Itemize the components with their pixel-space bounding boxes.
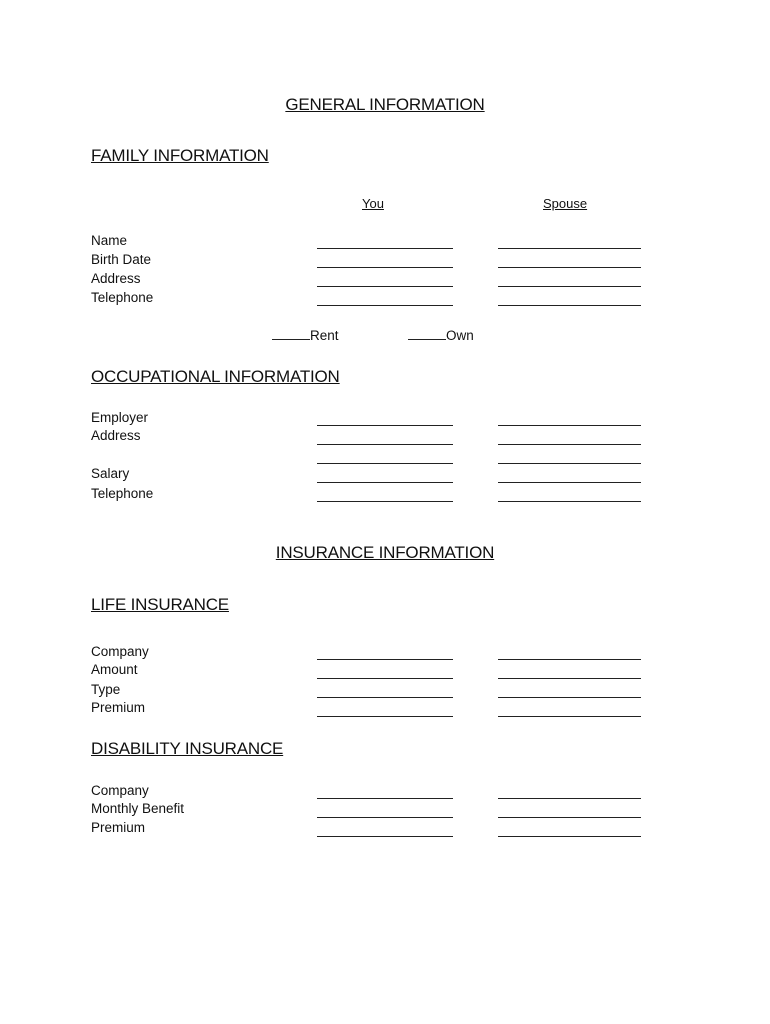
own-option[interactable] xyxy=(408,328,474,343)
life-amount-you-line[interactable] xyxy=(317,678,453,679)
rent-option[interactable] xyxy=(272,328,339,343)
disability-monthly-benefit-spouse-line[interactable] xyxy=(498,817,641,818)
life-insurance-title: LIFE INSURANCE xyxy=(91,595,229,614)
family-name-spouse-line[interactable] xyxy=(498,248,641,249)
life-premium-spouse-line[interactable] xyxy=(498,716,641,717)
occupational-field-salary-label: Salary xyxy=(91,466,130,481)
family-birth-date-you-line[interactable] xyxy=(317,267,453,268)
life-amount-spouse-line[interactable] xyxy=(498,678,641,679)
occupational-field-employer-label: Employer xyxy=(91,410,149,425)
life-field-type-label: Type xyxy=(91,682,121,697)
column-header-spouse: Spouse xyxy=(543,196,588,211)
family-name-you-line[interactable] xyxy=(317,248,453,249)
disability-insurance-title: DISABILITY INSURANCE xyxy=(91,739,284,758)
occupational-employer-spouse-line[interactable] xyxy=(498,425,641,426)
family-field-address-label: Address xyxy=(91,271,141,286)
occupational-field-telephone-label: Telephone xyxy=(91,486,154,501)
disability-company-you-line[interactable] xyxy=(317,798,453,799)
life-field-amount-label: Amount xyxy=(91,662,138,677)
rent-label: Rent xyxy=(310,328,339,343)
page-title: GENERAL INFORMATION xyxy=(285,95,485,114)
family-section-title: FAMILY INFORMATION xyxy=(91,146,269,165)
disability-premium-you-line[interactable] xyxy=(317,836,453,837)
life-type-you-line[interactable] xyxy=(317,697,453,698)
life-premium-you-line[interactable] xyxy=(317,716,453,717)
own-label: Own xyxy=(446,328,474,343)
life-field-premium-label: Premium xyxy=(91,700,146,715)
family-address-you-line[interactable] xyxy=(317,286,453,287)
column-header-you: You xyxy=(362,196,384,211)
disability-company-spouse-line[interactable] xyxy=(498,798,641,799)
family-telephone-spouse-line[interactable] xyxy=(498,305,641,306)
occupational-address-you-line[interactable] xyxy=(317,444,453,445)
family-telephone-you-line[interactable] xyxy=(317,305,453,306)
life-company-you-line[interactable] xyxy=(317,659,453,660)
occupational-address-spouse-line[interactable] xyxy=(498,444,641,445)
occupational-employer-you-line[interactable] xyxy=(317,425,453,426)
occupational-telephone-you-line[interactable] xyxy=(317,501,453,502)
life-field-company-label: Company xyxy=(91,644,149,659)
disability-field-monthly-benefit-label: Monthly Benefit xyxy=(91,801,185,816)
occupational-address2-you-line[interactable] xyxy=(317,463,453,464)
occupational-salary-spouse-line[interactable] xyxy=(498,482,641,483)
life-company-spouse-line[interactable] xyxy=(498,659,641,660)
family-field-birth-date-label: Birth Date xyxy=(91,252,152,267)
occupational-field-address-label: Address xyxy=(91,428,141,443)
life-type-spouse-line[interactable] xyxy=(498,697,641,698)
disability-monthly-benefit-you-line[interactable] xyxy=(317,817,453,818)
insurance-title: INSURANCE INFORMATION xyxy=(275,543,495,562)
disability-field-premium-label: Premium xyxy=(91,820,146,835)
occupational-telephone-spouse-line[interactable] xyxy=(498,501,641,502)
disability-premium-spouse-line[interactable] xyxy=(498,836,641,837)
occupational-section-title: OCCUPATIONAL INFORMATION xyxy=(91,367,340,386)
family-field-name-label: Name xyxy=(91,233,128,248)
family-address-spouse-line[interactable] xyxy=(498,286,641,287)
rent-blank[interactable] xyxy=(272,328,310,340)
family-birth-date-spouse-line[interactable] xyxy=(498,267,641,268)
disability-field-company-label: Company xyxy=(91,783,149,798)
occupational-salary-you-line[interactable] xyxy=(317,482,453,483)
family-field-telephone-label: Telephone xyxy=(91,290,154,305)
occupational-address2-spouse-line[interactable] xyxy=(498,463,641,464)
own-blank[interactable] xyxy=(408,328,446,340)
